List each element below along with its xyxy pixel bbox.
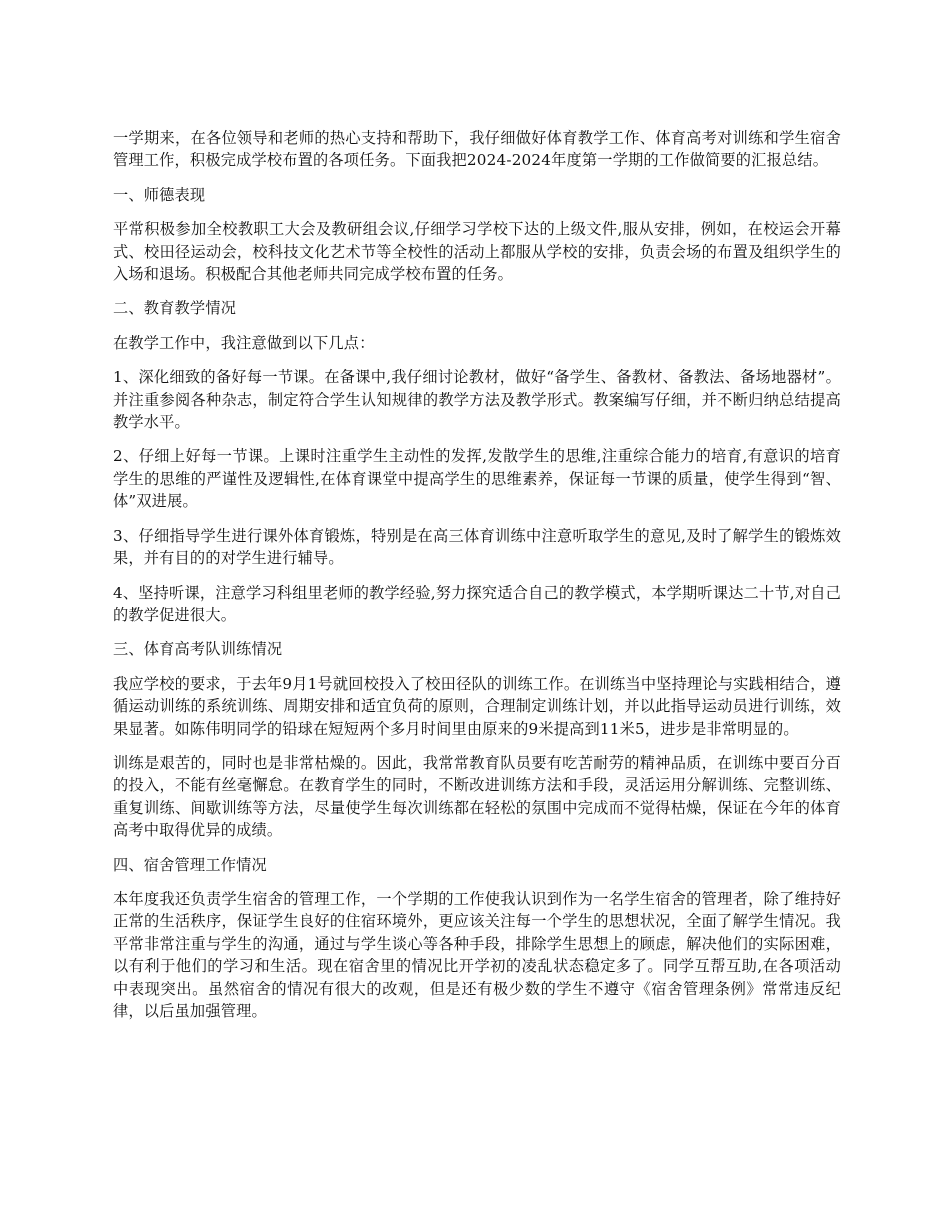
paragraph-teaching-point-3: 3、仔细指导学生进行课外体育锻炼，特别是在高三体育训练中注意听取学生的意见,及时了解学生的锻炼效果，并有目的的对学生进行辅导。 bbox=[113, 526, 841, 568]
paragraph-ethics: 平常积极参加全校教职工大会及教研组会议,仔细学习学校下达的上级文件,服从安排，例如，在校运会开幕式、校田径运动会，校科技文化艺术节等全校性的活动上都服从学校的安排，负责会场的布置及组织学生的入场和退场。积极配合其他老师共同完成学校布置的任务。 bbox=[113, 220, 841, 284]
paragraph-intro: 一学期来，在各位领导和老师的热心支持和帮助下，我仔细做好体育教学工作、体育高考对训练和学生宿舍管理工作，积极完成学校布置的各项任务。下面我把2024-2024年度第一学期的工作做简要的汇报总结。 bbox=[113, 129, 841, 170]
paragraph-teaching-point-1: 1、深化细致的备好每一节课。在备课中,我仔细讨论教材，做好“备学生、备教材、备教法、备场地器材”。并注重参阅各种杂志，制定符合学生认知规律的教学方法及教学形式。教案编写仔细，并不断归纳总结提高教学水平。 bbox=[113, 368, 841, 432]
paragraph-teaching-intro: 在教学工作中，我注意做到以下几点： bbox=[113, 333, 375, 352]
paragraph-teaching-point-4: 4、坚持听课，注意学习科组里老师的教学经验,努力探究适合自己的教学模式，本学期听课达二十节,对自己的教学促进很大。 bbox=[113, 583, 841, 624]
paragraph-training-1: 我应学校的要求，于去年9月1号就回校投入了校田径队的训练工作。在训练当中坚持理论与实践相结合，遵循运动训练的系统训练、周期安排和适宜负荷的原则，合理制定训练计划，并以此指导运动员进行训练，效果显著。如陈伟明同学的铅球在短短两个多月时间里由原来的9米提高到11米5，进步是非常明显的。 bbox=[113, 674, 841, 738]
section-heading-ethics: 一、师德表现 bbox=[113, 185, 206, 204]
paragraph-dormitory: 本年度我还负责学生宿舍的管理工作，一个学期的工作使我认识到作为一名学生宿舍的管理者，除了维持好正常的生活秩序，保证学生良好的住宿环境外，更应该关注每一个学生的思想状况，全面了解学生情况。我平常非常注重与学生的沟通，通过与学生谈心等各种手段，排除学生思想上的顾虑，解决他们的实际困难，以有利于他们的学习和生活。现在宿舍里的情况比开学初的凌乱状态稳定多了。同学互帮互助,在各项活动中表现突出。虽然宿舍的情况有很大的改观，但是还有极少数的学生不遵守《宿舍管理条例》常常违反纪律，以后虽加强管理。 bbox=[113, 889, 841, 1020]
paragraph-teaching-point-2: 2、仔细上好每一节课。上课时注重学生主动性的发挥,发散学生的思维,注重综合能力的培育,有意识的培育学生的思维的严谨性及逻辑性,在体育课堂中提高学生的思维素养，保证每一节课的质量，使学生得到“智、体”双进展。 bbox=[113, 447, 841, 511]
section-heading-dormitory: 四、宿舍管理工作情况 bbox=[113, 855, 267, 874]
section-heading-training: 三、体育高考队训练情况 bbox=[113, 640, 283, 659]
section-heading-teaching: 二、教育教学情况 bbox=[113, 299, 237, 318]
document-body bbox=[113, 127, 841, 1034]
paragraph-training-2: 训练是艰苦的，同时也是非常枯燥的。因此，我常常教育队员要有吃苦耐劳的精神品质，在训练中要百分百的投入，不能有丝毫懈怠。在教育学生的同时，不断改进训练方法和手段，灵活运用分解训练、完整训练、重复训练、间歇训练等方法，尽量使学生每次训练都在轻松的氛围中完成而不觉得枯燥，保证在今年的体育高考中取得优异的成绩。 bbox=[113, 753, 841, 840]
